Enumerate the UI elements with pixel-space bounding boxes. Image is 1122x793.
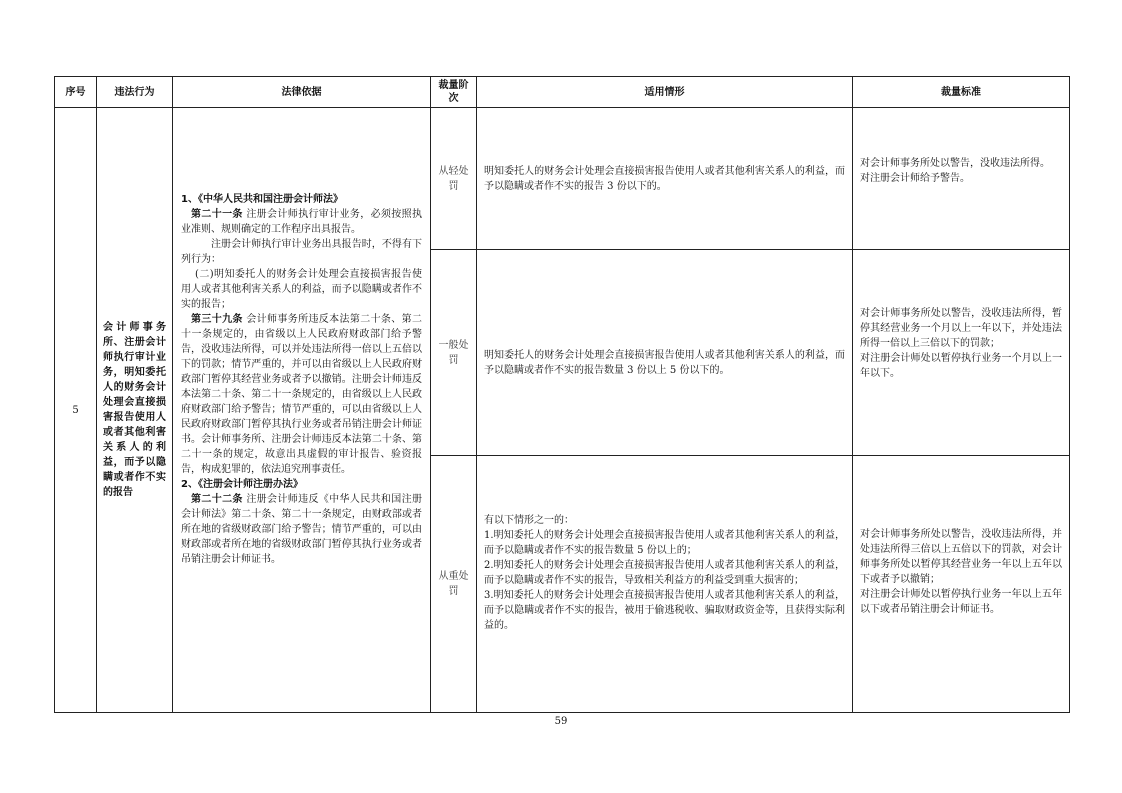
- law1-article39: 第三十九条 会计师事务所违反本法第二十条、第二十一条规定的，由省级以上人民政府财政部门给予警告，没收违法所得，可以并处违法所得一倍以上五倍以下的罚款；情节严重的，并可以由省级以上人民政府财政部门暂停其经营业务或者予以撤销。注册会计师违反本法第二十条、第二十一条规定的，由省级以上人民政府财政部门给予警告；情节严重的，可以由省级以上人民政府财政部门暂停其执行业务或者吊销注册会计师证书。会计师事务所、注册会计师违反本法第二十条、第二十一条的规定，故意出具虚假的审计报告、验资报告，构成犯罪的，依法追究刑事责任。: [181, 314, 422, 475]
- header-act: 违法行为: [97, 77, 173, 108]
- header-standard: 裁量标准: [853, 77, 1070, 108]
- law2-article22: 第二十二条 注册会计师违反《中华人民共和国注册会计师法》第二十条、第二十一条规定，由财政部或者所在地的省级财政部门给予警告；情节严重的，可以由财政部或者所在地的省级财政部门暂停其执行业务或者吊销注册会计师证书。: [181, 494, 422, 565]
- tier-situation-light: 明知委托人的财务会计处理会直接损害报告使用人或者其他利害关系人的利益，而予以隐瞒或者作不实的报告 3 份以下的。: [477, 108, 853, 250]
- law1-paragraph2: 注册会计师执行审计业务出具报告时，不得有下列行为：: [181, 239, 422, 265]
- tier-standard-light: 对会计师事务所处以警告，没收违法所得。 对注册会计师给予警告。: [853, 108, 1070, 250]
- tier-level-heavy: 从重处罚: [431, 456, 477, 713]
- tier-standard-general: 对会计师事务所处以警告，没收违法所得，暂停其经营业务一个月以上一年以下，并处违法所得一倍以上三倍以下的罚款； 对注册会计师处以暂停执行业务一个月以上一年以下。: [853, 250, 1070, 456]
- header-no: 序号: [55, 77, 97, 108]
- law2-title: 2、《注册会计师注册办法》: [181, 479, 303, 490]
- law1-paragraph3: (二)明知委托人的财务会计处理会直接损害报告使用人或者其他利害关系人的利益，而予以隐瞒或者作不实的报告；: [181, 269, 422, 310]
- tier-situation-heavy: 有以下情形之一的： 1.明知委托人的财务会计处理会直接损害报告使用人或者其他利害关系人的利益，而予以隐瞒或者作不实的报告数量 5 份以上的； 2.明知委托人的财务会计处理会直接损害报告使用人或者其他利害关系人的利益，而予以隐瞒或者作不实的报告，导致相关利益方的利益受到重大损害的； 3.明知委托人的财务会计处理会直接损害报告使用人或者其他利害关系人的利益，而予以隐瞒或者作不实的报告，被用于偷逃税收、骗取财政资金等，且获得实际利益的。: [477, 456, 853, 713]
- law1-article21: 第二十一条 注册会计师执行审计业务，必须按照执业准则、规则确定的工作程序出具报告。: [181, 209, 422, 235]
- tier-level-light: 从轻处罚: [431, 108, 477, 250]
- header-law: 法律依据: [173, 77, 431, 108]
- table-header-row: [55, 77, 1070, 108]
- page-number: 59: [554, 716, 568, 727]
- tier-situation-general: 明知委托人的财务会计处理会直接损害报告使用人或者其他利害关系人的利益，而予以隐瞒或者作不实的报告数量 3 份以上 5 份以下的。: [477, 250, 853, 456]
- penalty-discretion-table: [54, 76, 1070, 713]
- header-level: 裁量阶次: [431, 77, 477, 108]
- tier-standard-heavy: 对会计师事务所处以警告，没收违法所得，并处违法所得三倍以上五倍以下的罚款，对会计师事务所处以暂停其经营业务一年以上五年以下或者予以撤销； 对注册会计师处以暂停执行业务一年以上五年以下或者吊销注册会计师证书。: [853, 456, 1070, 713]
- header-situation: 适用情形: [477, 77, 853, 108]
- law1-title: 1、《中华人民共和国注册会计师法》: [181, 194, 343, 205]
- violation-act: 会计师事务所、注册会计师执行审计业务，明知委托人的财务会计处理会直接损害报告使用人或者其他利害关系人的利益，而予以隐瞒或者作不实的报告: [97, 108, 173, 713]
- row-number: 5: [55, 108, 97, 713]
- table-row: [55, 108, 1070, 250]
- legal-basis: [173, 108, 431, 713]
- tier-level-general: 一般处罚: [431, 250, 477, 456]
